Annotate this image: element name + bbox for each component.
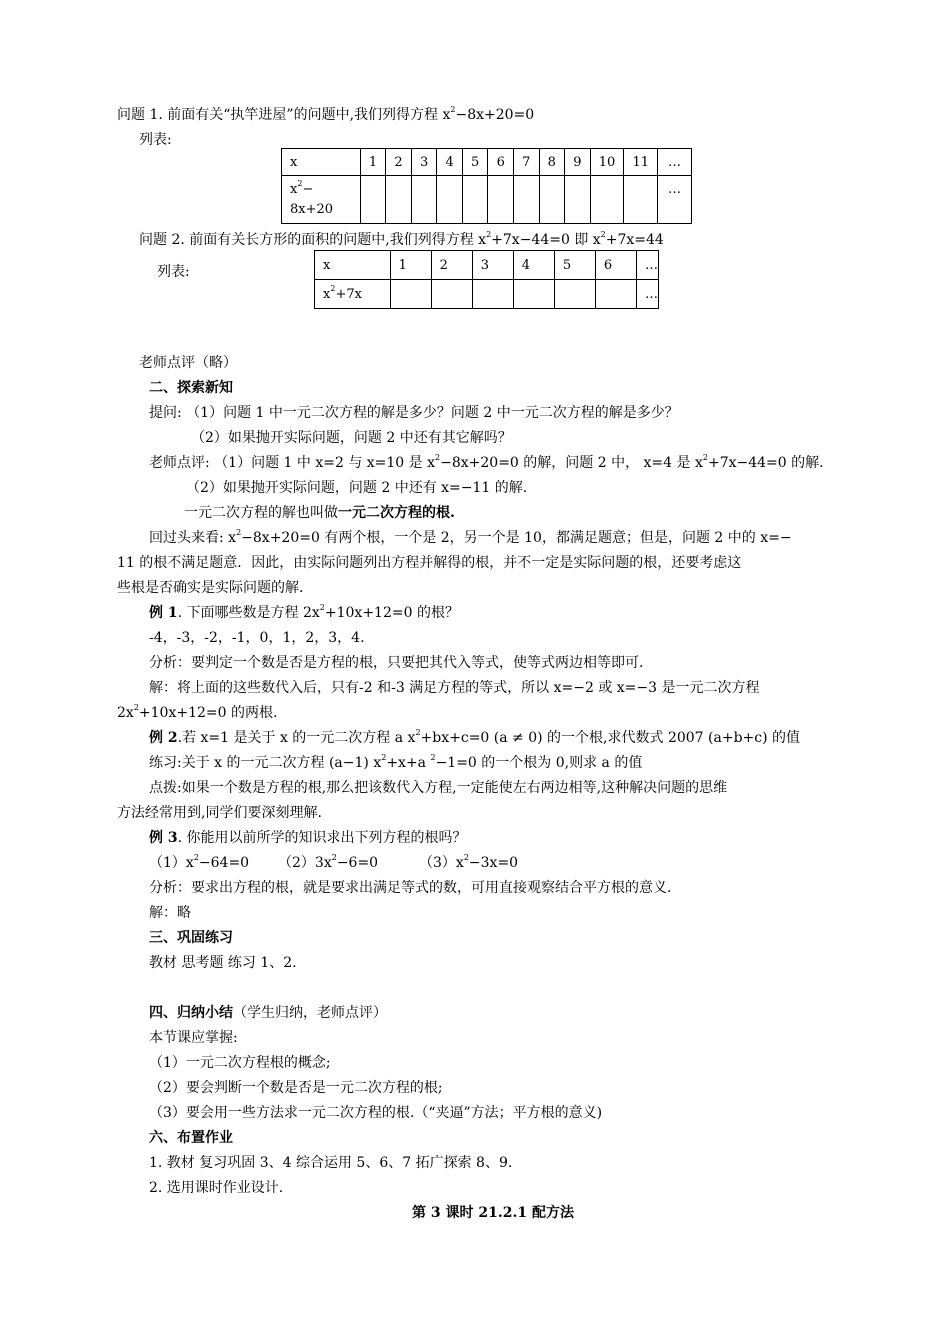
table1-header-cell: 4 [437, 149, 463, 176]
table1-cell [360, 176, 386, 224]
table1-cell [565, 176, 591, 224]
table2-header-cell: 4 [513, 251, 554, 280]
table2-header-cell: 2 [431, 251, 472, 280]
section-heading-6: 六、布置作业 [149, 1130, 233, 1146]
summary-3: （3）要会用一些方法求一元二次方程的根.（“夹逼”方法；平方根的意义) [149, 1105, 603, 1121]
summary-2: （2）要会判断一个数是否是一元二次方程的根; [149, 1080, 443, 1096]
question-1: 提问: （1）问题 1 中一元二次方程的解是多少？问题 2 中一元二次方程的解是多少？ [149, 405, 679, 421]
problem-1: 问题 1. 前面有关“执竿进屋”的问题中,我们列得方程 $x^2-8x+20=0$ [117, 105, 535, 123]
table1-cell [514, 176, 540, 224]
table1-cell [624, 176, 658, 224]
table1-cell [488, 176, 514, 224]
section-heading-2: 二、探索新知 [149, 380, 233, 396]
table1-row-label: $x^2-$ 8x+20 [282, 176, 361, 224]
list-label-2: 列表: [157, 264, 190, 280]
list-label-1: 列表: [139, 132, 172, 148]
table2-cell [595, 280, 636, 309]
table2-cell [513, 280, 554, 309]
example-1-solution-1: 解：将上面的这些数代入后，只有-2 和-3 满足方程的等式，所以 x=−2 或 x=−3 是一元二次方程 [149, 680, 760, 696]
hint-line-2: 方法经常用到,同学们要深刻理解. [117, 805, 322, 821]
table1-cell [539, 176, 565, 224]
table1-header-cell: 11 [624, 149, 658, 176]
problem-2: 问题 2. 前面有关长方形的面积的问题中,我们列得方程 $x^2+7x-44=0$ 即 $x^2+7x=44$ [139, 230, 664, 248]
table2-cell [390, 280, 431, 309]
example-1-numbers: -4，-3，-2，-1，0，1，2，3，4. [149, 630, 365, 646]
example-3-equations: $(1)x^2-64=0$ $(2)3x^2-6=0$ $(3)x^2-3x=0$ [149, 853, 519, 871]
example-3: 例 3. 你能用以前所学的知识求出下列方程的根吗？ [149, 830, 467, 846]
table1-header-cell: 10 [590, 149, 624, 176]
table2-header-cell: 5 [554, 251, 595, 280]
next-lesson-title: 第 3 课时 21.2.1 配方法 [412, 1205, 574, 1221]
example-1: 例 1. 下面哪些数是方程 $2x^2+10x+12=0$ 的根？ [149, 603, 459, 621]
homework-2: 2. 选用课时作业设计. [149, 1180, 284, 1196]
example-2: 例 2.若 x=1 是关于 x 的一元二次方程 a $x^2+bx+c=0$ (a ≠ 0) 的一个根,求代数式 2007 (a+b+c) 的值 [149, 728, 801, 746]
table-1 [281, 148, 692, 224]
table1-header-cell: 6 [488, 149, 514, 176]
table2-header-x: x [315, 251, 391, 280]
table2-header-cell: 3 [472, 251, 513, 280]
teacher-comment-2: 老师点评: （1）问题 1 中 x=2 与 x=10 是 $x^2-8x+20=0$ 的解，问题 2 中， x=4 是 $x^2+7x-44=0$ 的解. [149, 453, 824, 471]
table1-cell [590, 176, 624, 224]
hint-line-1: 点拨:如果一个数是方程的根,那么把该数代入方程,一定能使左右两边相等,这种解决问题的思维 [149, 780, 728, 796]
table1-header-cell: 8 [539, 149, 565, 176]
example-1-solution-2: $2x^2+10x+12=0$ 的两根. [117, 703, 278, 721]
table1-cell: … [658, 176, 692, 224]
table1-header-cell: 1 [360, 149, 386, 176]
master-label: 本节课应掌握: [149, 1030, 238, 1046]
table1-header-cell: 7 [514, 149, 540, 176]
homework-1: 1. 教材 复习巩固 3、4 综合运用 5、6、7 拓广探索 8、9. [149, 1155, 513, 1171]
table1-header-cell: … [658, 149, 692, 176]
table1-header-cell: 5 [462, 149, 488, 176]
table1-header-x: x [282, 149, 361, 176]
table1-cell [386, 176, 412, 224]
example-3-solution: 解：略 [149, 905, 191, 921]
table2-header-cell: … [637, 251, 659, 280]
teacher-comment-1: 老师点评（略） [139, 355, 237, 371]
table-2 [314, 250, 659, 309]
section-heading-4: 四、归纳小结（学生归纳，老师点评） [149, 1005, 387, 1021]
table1-cell [462, 176, 488, 224]
table1-header-cell: 9 [565, 149, 591, 176]
table2-row-label: $x^2+7x$ [315, 280, 391, 309]
table1-header-cell: 3 [411, 149, 437, 176]
teacher-comment-3: （2）如果抛开实际问题，问题 2 中还有 x=−11 的解. [186, 480, 528, 496]
question-2: （2）如果抛开实际问题，问题 2 中还有其它解吗？ [191, 430, 512, 446]
table1-cell [437, 176, 463, 224]
table2-cell [554, 280, 595, 309]
review-line-2: 11 的根不满足题意．因此，由实际问题列出方程并解得的根，并不一定是实际问题的根，还要考虑这 [117, 555, 742, 571]
table2-header-cell: 6 [595, 251, 636, 280]
table1-cell [411, 176, 437, 224]
table1-header-cell: 2 [386, 149, 412, 176]
table2-header-cell: 1 [390, 251, 431, 280]
table2-cell [472, 280, 513, 309]
practice: 练习:关于 x 的一元二次方程 (a−1) $x^2+x+a$ $^2$−1=0 的一个根为 0,则求 a 的值 [149, 753, 643, 771]
table2-cell: … [637, 280, 659, 309]
review-line-3: 些根是否确实是实际问题的解. [117, 580, 304, 596]
table2-cell [431, 280, 472, 309]
example-3-analysis: 分析：要求出方程的根，就是要求出满足等式的数，可用直接观察结合平方根的意义. [149, 880, 672, 896]
section-heading-3: 三、巩固练习 [149, 930, 233, 946]
consolidate-text: 教材 思考题 练习 1、2. [149, 955, 297, 971]
summary-1: （1）一元二次方程根的概念; [149, 1055, 331, 1071]
review-line-1: 回过头来看: $x^2-8x+20=0$ 有两个根，一个是 2，另一个是 10，都满足题意；但是，问题 2 中的 x=− [149, 528, 792, 546]
root-definition: 一元二次方程的解也叫做一元二次方程的根. [184, 505, 455, 521]
example-1-analysis: 分析：要判定一个数是否是方程的根，只要把其代入等式，使等式两边相等即可. [149, 655, 644, 671]
